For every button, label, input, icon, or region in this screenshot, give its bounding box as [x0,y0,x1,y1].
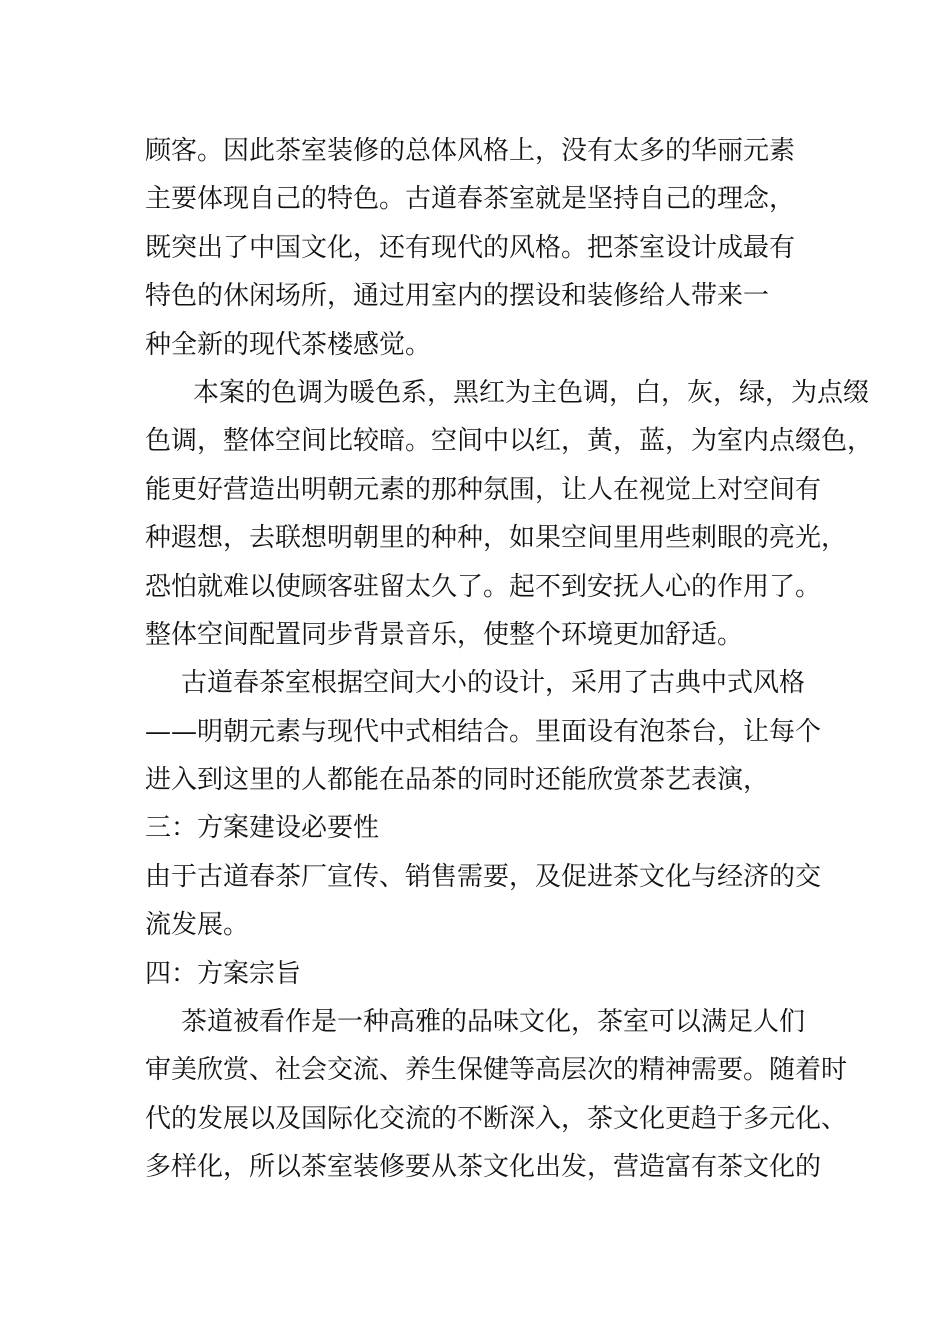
text-line: 多样化，所以茶室装修要从茶文化出发，营造富有茶文化的 [145,1152,822,1183]
section-heading: 四：方案宗旨 [145,958,302,989]
text-line: 由于古道春茶厂宣传、销售需要，及促进茶文化与经济的交 [145,861,822,892]
paragraph-start-line: 本案的色调为暖色系，黑红为主色调，白，灰，绿，为点缀 [193,377,870,408]
text-line: 特色的休闲场所，通过用室内的摆设和装修给人带来一 [145,281,770,312]
paragraph-start-line: 古道春茶室根据空间大小的设计，采用了古典中式风格 [181,668,806,699]
section-heading: 三：方案建设必要性 [145,813,380,844]
text-line: 恐怕就难以使顾客驻留太久了。起不到安抚人心的作用了。 [145,571,822,602]
text-line: 种全新的现代茶楼感觉。 [145,329,432,360]
text-line: 顾客。因此茶室装修的总体风格上，没有太多的华丽元素 [145,136,796,166]
text-line: 进入到这里的人都能在品茶的同时还能欣赏茶艺表演， [145,765,770,796]
text-line: 审美欣赏、社会交流、养生保健等高层次的精神需要。随着时 [145,1055,848,1086]
text-line: 能更好营造出明朝元素的那种氛围，让人在视觉上对空间有 [145,474,822,505]
paragraph-start-line: 茶道被看作是一种高雅的品味文化，茶室可以满足人们 [181,1007,806,1038]
text-line: 主要体现自己的特色。古道春茶室就是坚持自己的理念， [145,184,796,215]
text-line: 代的发展以及国际化交流的不断深入，茶文化更趋于多元化、 [145,1103,848,1134]
text-line: ——明朝元素与现代中式相结合。里面设有泡茶台，让每个 [145,716,822,747]
text-line: 整体空间配置同步背景音乐，使整个环境更加舒适。 [145,619,744,650]
text-line: 色调，整体空间比较暗。空间中以红，黄，蓝，为室内点缀色， [145,426,874,457]
text-line: 种遐想，去联想明朝里的种种，如果空间里用些刺眼的亮光， [145,523,848,554]
text-line: 既突出了中国文化，还有现代的风格。把茶室设计成最有 [145,232,796,263]
text-line: 流发展。 [145,910,250,941]
document-body [145,127,874,1192]
